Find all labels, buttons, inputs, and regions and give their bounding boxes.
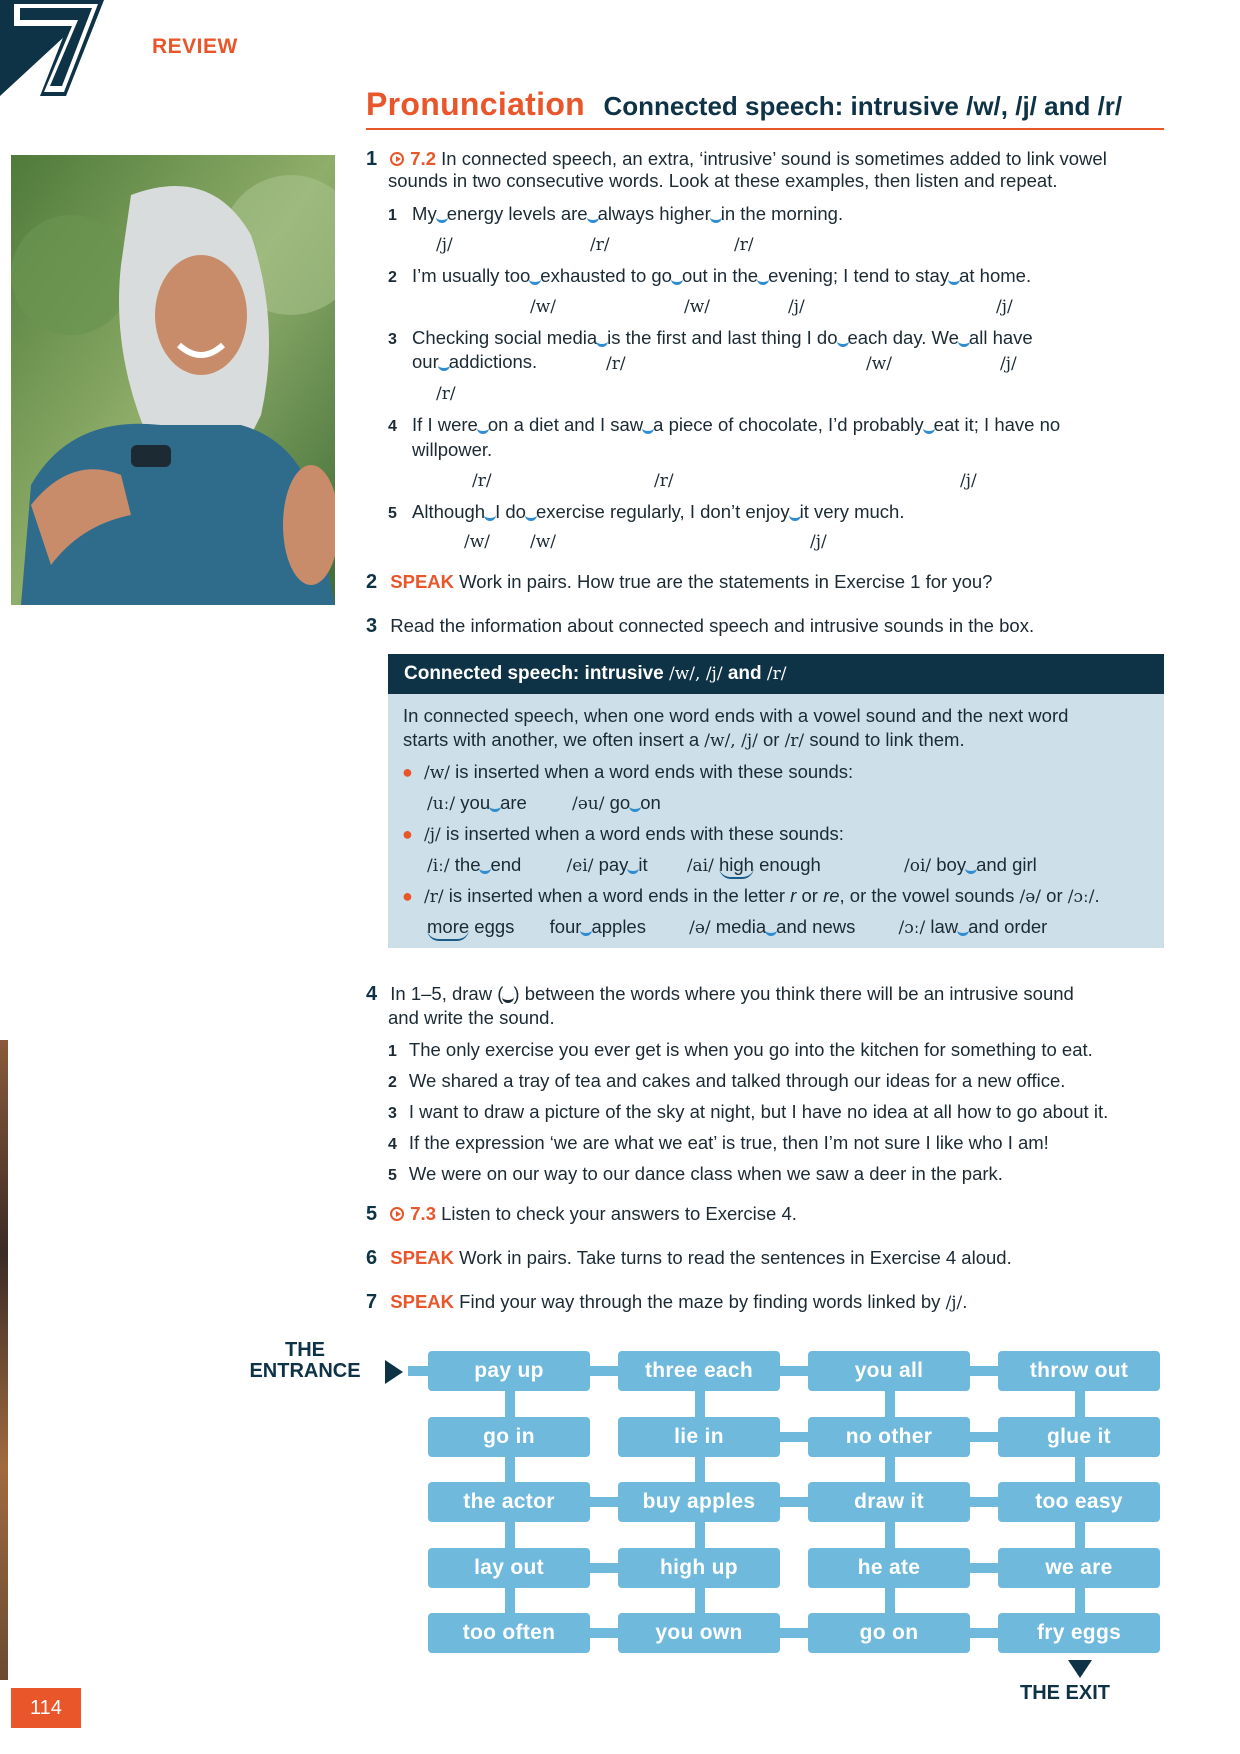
phoneme-label: /w/ xyxy=(866,354,893,374)
text: . xyxy=(1094,885,1100,906)
phoneme-label: /w/ xyxy=(530,297,557,317)
phoneme-label: /r/ xyxy=(472,471,492,491)
text: go xyxy=(609,792,631,813)
phoneme-label: /r/ xyxy=(784,731,805,751)
maze-connector xyxy=(1075,1588,1085,1614)
maze-connector xyxy=(590,1366,620,1376)
maze-cell[interactable]: buy apples xyxy=(618,1482,780,1522)
maze-cell[interactable]: too easy xyxy=(998,1482,1160,1522)
play-audio-icon[interactable] xyxy=(390,152,404,166)
maze-connector xyxy=(590,1497,620,1507)
text: at home. xyxy=(959,265,1032,286)
text: We shared a tray of tea and cakes and talked through our ideas for a new office. xyxy=(408,1070,1066,1091)
item-number: 5 xyxy=(388,1167,397,1184)
maze-cell[interactable]: pay up xyxy=(428,1351,590,1391)
title-pronunciation: Pronunciation xyxy=(366,86,586,122)
text: pay xyxy=(598,854,629,875)
text: is inserted when a word ends in the letter xyxy=(448,885,786,906)
play-audio-icon[interactable] xyxy=(390,1207,404,1221)
text: If I were xyxy=(412,414,478,435)
exercise-number: 7 xyxy=(366,1291,378,1313)
exit-arrow-icon xyxy=(1066,1658,1094,1680)
ex1-sentence-1 xyxy=(388,202,843,228)
text: always higher xyxy=(597,203,711,224)
ex1-sentence-4 xyxy=(388,413,1060,439)
phoneme-label: /r/ xyxy=(766,664,787,684)
maze-entrance-label xyxy=(238,1340,372,1382)
phoneme-label: /r/ xyxy=(734,235,754,255)
text: The only exercise you ever get is when you go into the kitchen for something to eat. xyxy=(408,1039,1093,1060)
audio-track-number: 7.3 xyxy=(410,1203,436,1224)
text: boy xyxy=(936,854,967,875)
list-item xyxy=(388,1038,1168,1069)
phoneme-label: /oi/ xyxy=(903,856,932,876)
item-number: 3 xyxy=(388,331,397,348)
text: the xyxy=(454,854,481,875)
box-bullet-r xyxy=(402,884,1100,909)
audio-track[interactable] xyxy=(390,148,436,169)
exercise-7 xyxy=(366,1290,967,1315)
ex1-sentence-5 xyxy=(388,500,904,526)
text: and news xyxy=(776,916,856,937)
box-intro-line-2 xyxy=(403,728,965,753)
phoneme-label: /j/ xyxy=(810,532,827,552)
phoneme-label: /ə/ xyxy=(1019,887,1042,907)
text: all have xyxy=(968,327,1033,348)
text: . xyxy=(962,1291,968,1312)
maze-connector xyxy=(695,1588,705,1614)
exercise-number: 5 xyxy=(366,1203,378,1225)
list-item xyxy=(388,1100,1168,1131)
text: media xyxy=(715,916,767,937)
exercise-4-list xyxy=(388,1038,1168,1193)
item-number: 4 xyxy=(388,418,397,435)
maze-connector xyxy=(695,1522,705,1548)
text: and girl xyxy=(976,854,1037,875)
text: enough xyxy=(759,854,821,875)
maze-cell[interactable]: throw out xyxy=(998,1351,1160,1391)
section-label: REVIEW xyxy=(152,35,238,58)
phoneme-label: /j/ xyxy=(960,471,977,491)
exercise-4-instructions-line-2: and write the sound. xyxy=(388,1007,555,1028)
entrance-line-2: ENTRANCE xyxy=(249,1360,361,1382)
letters-re: re xyxy=(823,885,840,906)
exercise-number: 1 xyxy=(366,148,378,170)
text: or xyxy=(1046,885,1063,906)
text: evening; I tend to stay xyxy=(768,265,950,286)
text: it xyxy=(638,854,648,875)
box-r-examples xyxy=(427,915,1047,941)
maze-connector xyxy=(885,1457,895,1483)
text: In 1–5, draw ( xyxy=(390,983,504,1004)
maze-connector xyxy=(1075,1457,1085,1483)
exercise-number: 2 xyxy=(366,571,378,593)
info-box-title xyxy=(388,654,1164,694)
phoneme-label: /w/ xyxy=(464,532,491,552)
phoneme-label: /uː/ xyxy=(427,794,456,814)
speak-label: SPEAK xyxy=(390,1291,455,1312)
text: high xyxy=(719,853,754,879)
maze-cell[interactable]: go on xyxy=(808,1613,970,1653)
phoneme-label: /w/ xyxy=(424,763,451,783)
maze-connector xyxy=(970,1432,1000,1442)
text: end xyxy=(490,854,522,875)
maze-connector xyxy=(970,1628,1000,1638)
exercise-1 xyxy=(366,147,1166,171)
exercise-4 xyxy=(366,982,1074,1006)
maze-connector xyxy=(885,1522,895,1548)
maze-connector xyxy=(970,1366,1000,1376)
text: Checking social media xyxy=(412,327,598,348)
phoneme-label: /w/, /j/ xyxy=(669,664,723,684)
maze-cell[interactable]: lie in xyxy=(618,1417,780,1457)
phoneme-label: /r/ xyxy=(590,235,610,255)
entrance-connector xyxy=(408,1366,430,1376)
maze-cell[interactable]: you all xyxy=(808,1351,970,1391)
text: on xyxy=(640,792,661,813)
maze-cell[interactable]: we are xyxy=(998,1548,1160,1588)
text: , or the vowel sounds xyxy=(839,885,1015,906)
text: each day. We xyxy=(847,327,959,348)
ex1-sentence-3 xyxy=(388,326,1033,352)
item-number: 4 xyxy=(388,1136,397,1153)
exercise-number: 3 xyxy=(366,615,378,637)
maze-connector xyxy=(590,1628,620,1638)
exercise-6-text: Work in pairs. Take turns to read the sentences in Exercise 4 aloud. xyxy=(459,1247,1012,1268)
maze-connector xyxy=(780,1628,810,1638)
letter-r: r xyxy=(790,885,797,906)
maze-connector xyxy=(780,1497,810,1507)
maze-connector xyxy=(780,1432,810,1442)
text: exercise regularly, I don’t enjoy xyxy=(535,501,790,522)
speak-label: SPEAK xyxy=(390,571,455,592)
text: Although xyxy=(412,501,486,522)
maze-cell[interactable]: no other xyxy=(808,1417,970,1457)
entrance-arrow-icon xyxy=(383,1358,405,1386)
exercise-5 xyxy=(366,1202,797,1226)
maze-connector xyxy=(885,1391,895,1417)
page-title xyxy=(366,86,1164,130)
text: you xyxy=(460,792,491,813)
list-item xyxy=(388,1131,1168,1162)
phoneme-label: /j/ xyxy=(424,825,441,845)
box-w-examples xyxy=(427,791,661,816)
phoneme-label: /j/ xyxy=(788,297,805,317)
exercise-3-text: Read the information about connected speech and intrusive sounds in the box. xyxy=(390,615,1035,636)
exercise-5-text: Listen to check your answers to Exercise 4. xyxy=(441,1203,797,1224)
phoneme-label: /w/ xyxy=(684,297,711,317)
item-number: 2 xyxy=(388,269,397,286)
text: ) between the words where you think there will be an intrusive sound xyxy=(513,983,1074,1004)
text: more xyxy=(427,915,469,941)
phoneme-label: /r/ xyxy=(606,354,626,374)
exercise-1-instructions-line-2: sounds in two consecutive words. Look at these examples, then listen and repeat. xyxy=(388,170,1058,191)
maze-connector xyxy=(1075,1522,1085,1548)
item-number: 3 xyxy=(388,1105,397,1122)
text: is inserted when a word ends with these sounds: xyxy=(455,761,854,782)
speak-label: SPEAK xyxy=(390,1247,455,1268)
exercise-1-instructions-line-1: In connected speech, an extra, ‘intrusive’ sound is sometimes added to link vowel xyxy=(441,148,1107,169)
maze-connector xyxy=(590,1563,620,1573)
phoneme-label: /r/ xyxy=(436,384,456,404)
box-bullet-j xyxy=(402,822,844,847)
text: My xyxy=(412,203,437,224)
text: or xyxy=(762,729,780,750)
phoneme-label: /iː/ xyxy=(427,856,450,876)
phoneme-label: /w/ xyxy=(530,532,557,552)
ex1-sentence-2 xyxy=(388,264,1031,290)
exercise-2 xyxy=(366,570,992,594)
maze-cell[interactable]: three each xyxy=(618,1351,780,1391)
list-item xyxy=(388,1162,1168,1193)
audio-track-number: 7.2 xyxy=(410,148,436,169)
edge-photo-strip xyxy=(0,1040,8,1680)
phoneme-label: /j/ xyxy=(996,297,1013,317)
text: I’m usually too xyxy=(412,265,531,286)
exercise-6 xyxy=(366,1246,1012,1270)
exercise-3 xyxy=(366,614,1034,638)
entrance-line-1: THE xyxy=(285,1339,325,1361)
text: our xyxy=(412,351,439,372)
text: law xyxy=(930,916,959,937)
text: energy levels are xyxy=(446,203,588,224)
maze-cell[interactable]: go in xyxy=(428,1417,590,1457)
bullet-icon: ● xyxy=(402,824,413,844)
audio-track[interactable] xyxy=(390,1203,436,1224)
text: four xyxy=(549,916,582,937)
maze-connector xyxy=(970,1563,1000,1573)
bullet-icon: ● xyxy=(402,762,413,782)
text: on a diet and I saw xyxy=(487,414,644,435)
maze-connector xyxy=(695,1457,705,1483)
item-number: 1 xyxy=(388,1043,397,1060)
maze-connector xyxy=(505,1522,515,1548)
text: addictions. xyxy=(448,351,538,372)
text: it very much. xyxy=(799,501,905,522)
phoneme-label: /əu/ xyxy=(572,794,605,814)
text: apples xyxy=(591,916,646,937)
text: Connected speech: intrusive xyxy=(404,663,664,684)
text: and xyxy=(727,663,762,684)
phoneme-label: /r/ xyxy=(424,887,444,907)
text: I do xyxy=(495,501,526,522)
maze-cell[interactable]: draw it xyxy=(808,1482,970,1522)
text: sound to link them. xyxy=(809,729,965,750)
text: eggs xyxy=(474,916,515,937)
maze-connector xyxy=(1075,1391,1085,1417)
woman-exercising-photo xyxy=(11,155,335,605)
exercise-number: 6 xyxy=(366,1247,378,1269)
maze-cell[interactable]: he ate xyxy=(808,1548,970,1588)
item-number: 5 xyxy=(388,505,397,522)
text: and order xyxy=(968,916,1048,937)
text: is the first and last thing I do xyxy=(607,327,838,348)
maze-connector xyxy=(780,1366,810,1376)
text: I want to draw a picture of the sky at night, but I have no idea at all how to go about it. xyxy=(408,1101,1109,1122)
unit-number-badge-icon xyxy=(0,0,104,96)
text: out in the xyxy=(681,265,759,286)
item-number: 1 xyxy=(388,207,397,224)
maze-connector xyxy=(695,1391,705,1417)
phoneme-label: /ai/ xyxy=(686,856,714,876)
phoneme-label: /ei/ xyxy=(566,856,594,876)
item-number: 2 xyxy=(388,1074,397,1091)
maze-cell[interactable]: glue it xyxy=(998,1417,1160,1457)
text: If the expression ‘we are what we eat’ is true, then I’m not sure I like who I am! xyxy=(408,1132,1049,1153)
text: We were on our way to our dance class when we saw a deer in the park. xyxy=(408,1163,1003,1184)
maze-cell[interactable]: too often xyxy=(428,1613,590,1653)
maze-connector xyxy=(885,1588,895,1614)
phoneme-label: /w/, /j/ xyxy=(704,731,758,751)
text: in the morning. xyxy=(720,203,844,224)
phoneme-label: /j/ xyxy=(945,1293,963,1313)
box-bullet-w xyxy=(402,760,853,785)
text: starts with another, we often insert a xyxy=(403,729,700,750)
phoneme-label: /j/ xyxy=(1000,354,1017,374)
maze-cell[interactable]: lay out xyxy=(428,1548,590,1588)
exercise-number: 4 xyxy=(366,983,378,1005)
text: or xyxy=(801,885,818,906)
page-number: 114 xyxy=(11,1688,81,1728)
maze-connector xyxy=(505,1391,515,1417)
maze-connector xyxy=(970,1497,1000,1507)
text: exhausted to go xyxy=(540,265,672,286)
maze-exit-label: THE EXIT xyxy=(1020,1682,1111,1704)
exercise-2-text: Work in pairs. How true are the statements in Exercise 1 for you? xyxy=(459,571,993,592)
phoneme-label: /ɔː/ xyxy=(898,918,926,938)
maze-cell[interactable]: the actor xyxy=(428,1482,590,1522)
ex1-sentence-4-cont: willpower. xyxy=(412,439,493,460)
title-subtitle: Connected speech: intrusive /w/, /j/ and /r/ xyxy=(603,91,1123,121)
box-j-examples xyxy=(427,853,1037,879)
text: eat it; I have no xyxy=(933,414,1061,435)
list-item xyxy=(388,1069,1168,1100)
bullet-icon: ● xyxy=(402,886,413,906)
maze-cell[interactable]: fry eggs xyxy=(998,1613,1160,1653)
ex1-sentence-3-cont xyxy=(412,350,537,374)
exercise-7-text: Find your way through the maze by finding words linked by xyxy=(459,1291,941,1312)
phoneme-label: /ɔː/ xyxy=(1067,887,1095,907)
text: a piece of chocolate, I’d probably xyxy=(653,414,924,435)
phoneme-label: /ə/ xyxy=(689,918,711,938)
maze-connector xyxy=(505,1457,515,1483)
text: are xyxy=(500,792,527,813)
maze-connector xyxy=(505,1588,515,1614)
phoneme-label: /r/ xyxy=(654,471,674,491)
box-intro-line-1: In connected speech, when one word ends with a vowel sound and the next word xyxy=(403,705,1069,726)
text: is inserted when a word ends with these sounds: xyxy=(445,823,844,844)
maze-cell[interactable]: high up xyxy=(618,1548,780,1588)
maze-cell[interactable]: you own xyxy=(618,1613,780,1653)
phoneme-label: /j/ xyxy=(436,235,453,255)
